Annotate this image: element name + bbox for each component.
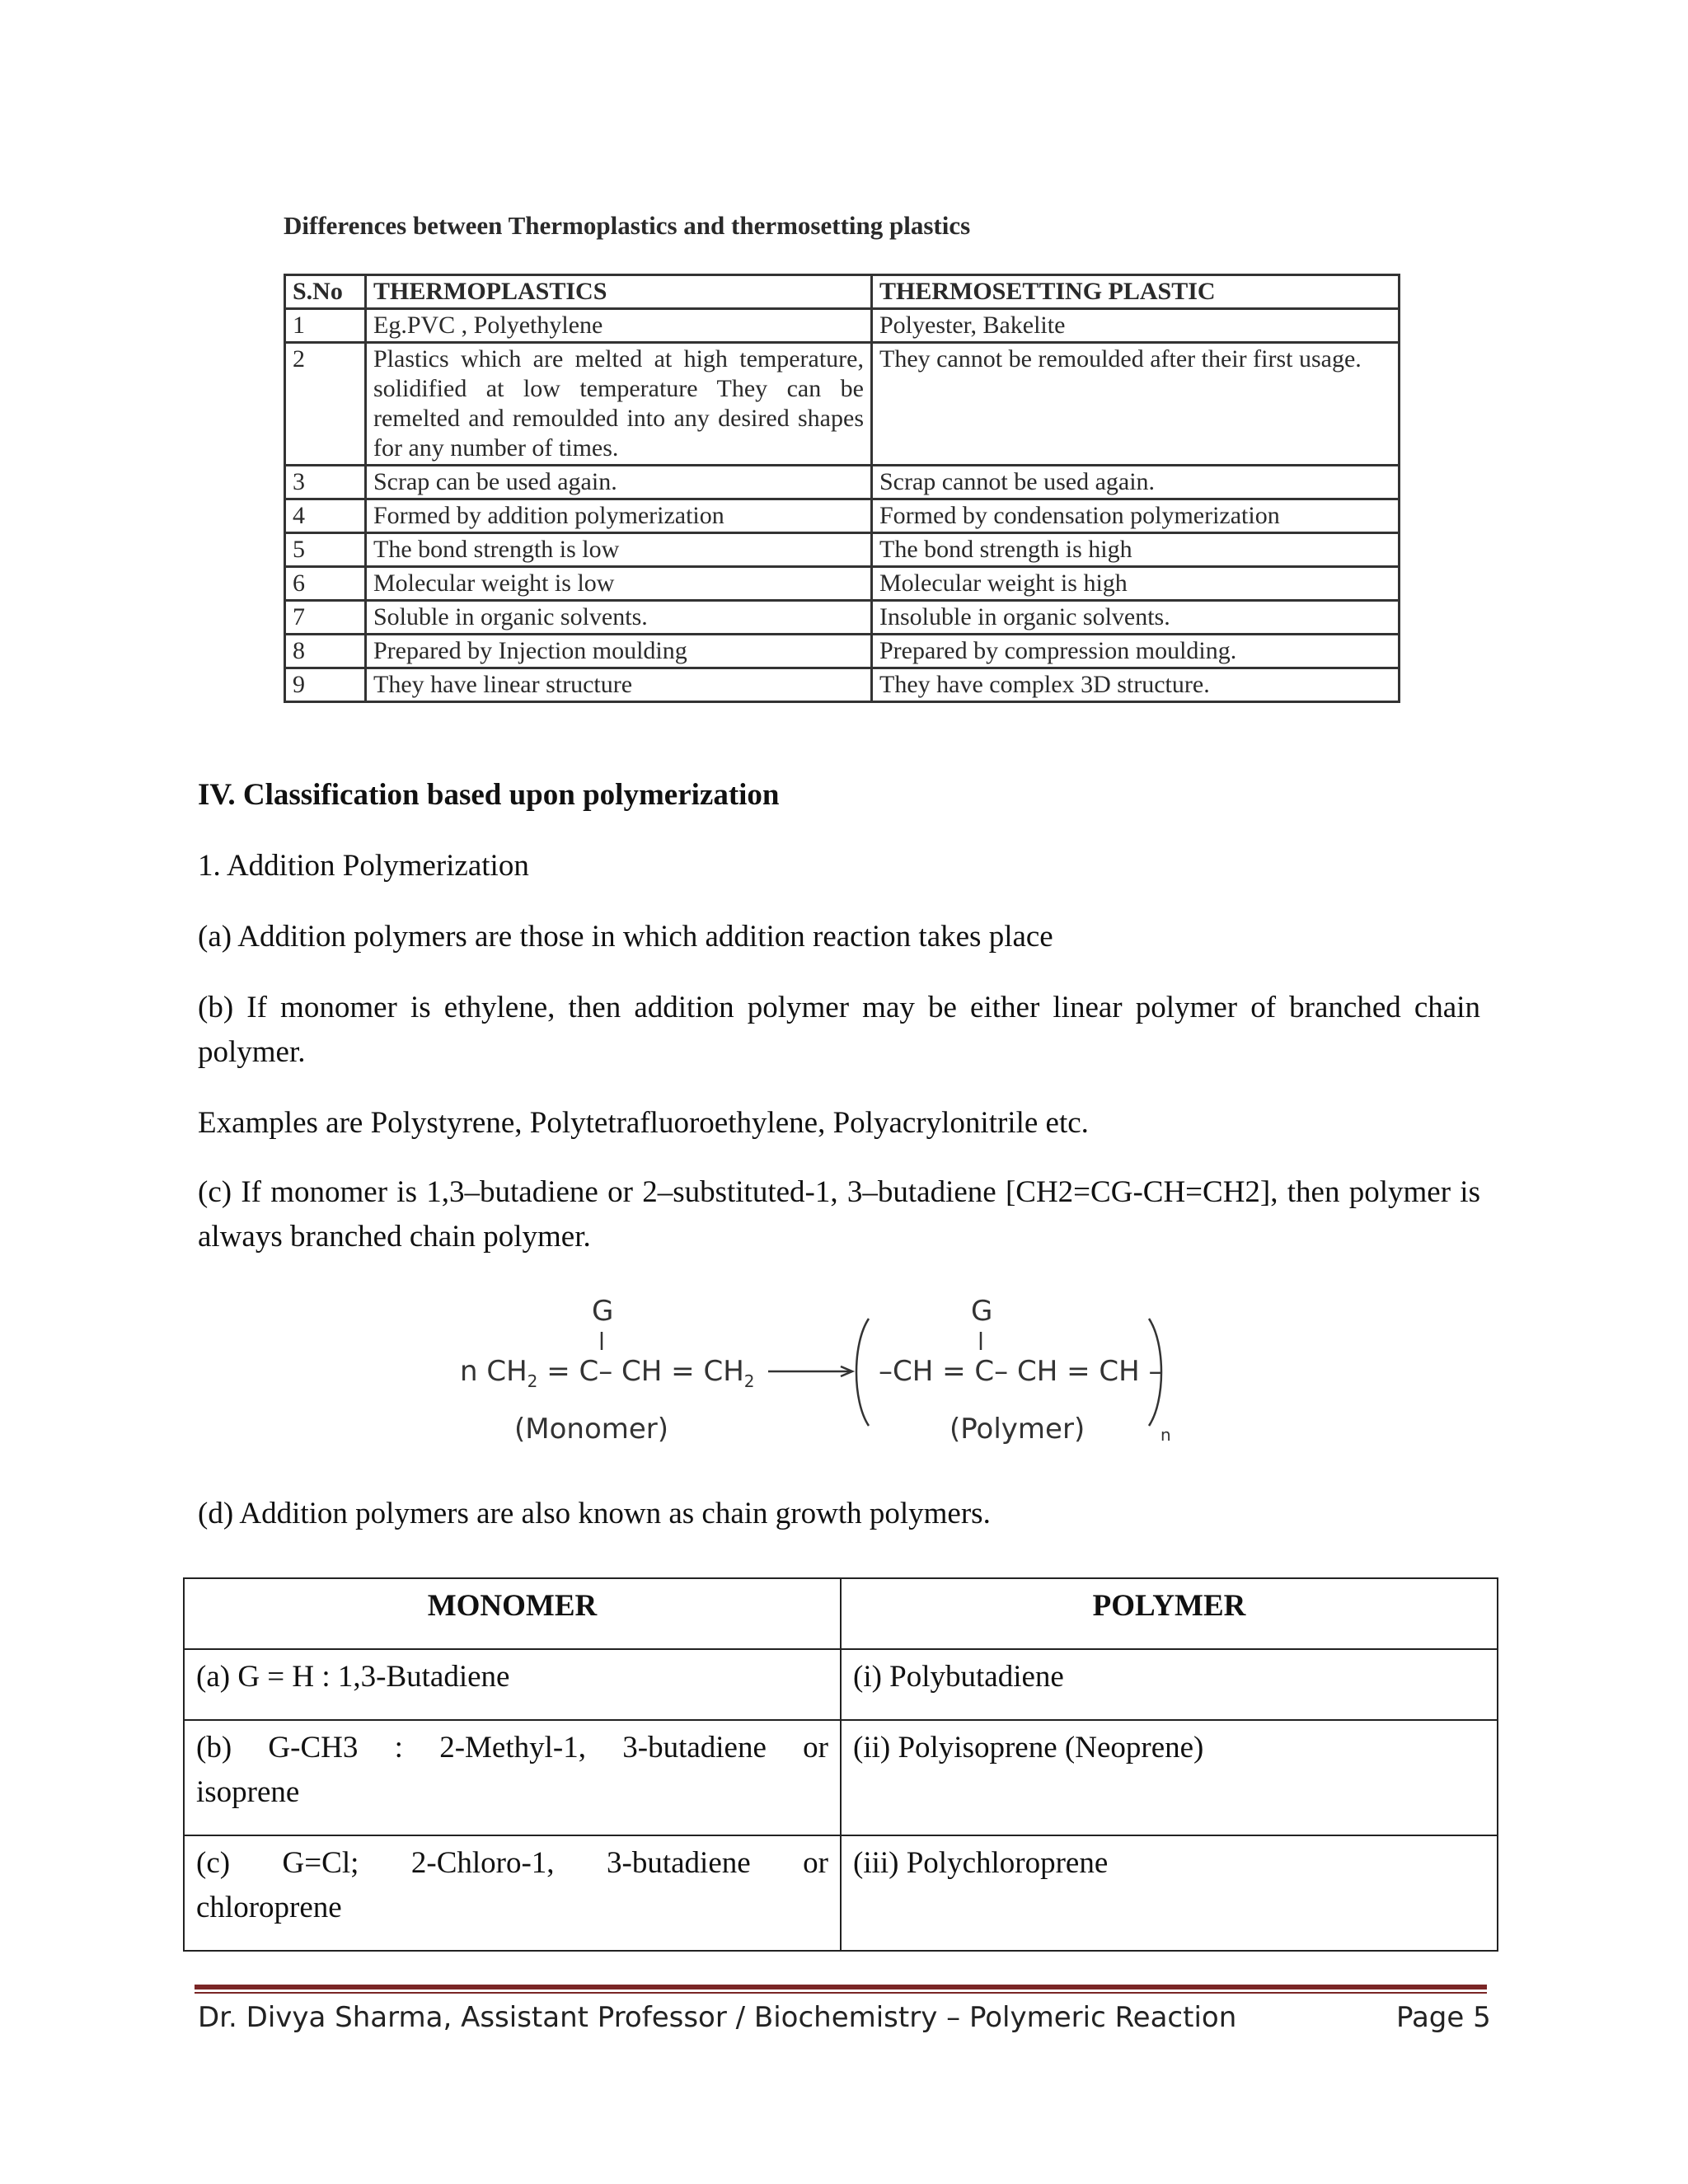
table-row bbox=[285, 343, 1400, 466]
cell-sno: 6 bbox=[285, 567, 366, 601]
cell-thermoplastic: Soluble in organic solvents. bbox=[366, 601, 872, 635]
cell-polymer: (ii) Polyisoprene (Neoprene) bbox=[841, 1720, 1498, 1835]
polymer-substituent: G bbox=[971, 1295, 993, 1328]
repeat-index: n bbox=[1160, 1425, 1171, 1445]
cell-thermoplastic: Plastics which are melted at high temperature, solidified at low temperature They can be remelted and remoulded into any desired shapes for any number of times. bbox=[366, 343, 872, 466]
cell-sno: 7 bbox=[285, 601, 366, 635]
cell-polymer: (iii) Polychloroprene bbox=[841, 1835, 1498, 1951]
cell-sno: 8 bbox=[285, 635, 366, 668]
cell-thermosetting: Scrap cannot be used again. bbox=[872, 466, 1400, 499]
table-row bbox=[285, 466, 1400, 499]
left-bracket-icon bbox=[856, 1319, 869, 1426]
table-row bbox=[285, 635, 1400, 668]
paragraph-a: (a) Addition polymers are those in which addition reaction takes place bbox=[198, 920, 1053, 954]
header-thermoplastics: THERMOPLASTICS bbox=[366, 275, 872, 309]
reaction-diagram bbox=[445, 1286, 1236, 1475]
paragraph-b: (b) If monomer is ethylene, then addition polymer may be either linear polymer of branched chain polymer. bbox=[198, 991, 1480, 1069]
cell-thermosetting: Molecular weight is high bbox=[872, 567, 1400, 601]
cell-sno: 5 bbox=[285, 533, 366, 567]
table-header-row bbox=[184, 1578, 1498, 1649]
cell-sno: 9 bbox=[285, 668, 366, 702]
cell-thermoplastic: Scrap can be used again. bbox=[366, 466, 872, 499]
table-row bbox=[184, 1835, 1498, 1951]
cell-polymer: (i) Polybutadiene bbox=[841, 1649, 1498, 1720]
cell-thermoplastic: They have linear structure bbox=[366, 668, 872, 702]
cell-sno: 1 bbox=[285, 309, 366, 343]
polymer-formula: –CH = C– CH = CH – bbox=[879, 1355, 1163, 1388]
header-sno: S.No bbox=[285, 275, 366, 309]
footer-divider bbox=[195, 1985, 1487, 1996]
table-row bbox=[285, 499, 1400, 533]
cell-thermosetting: They cannot be remoulded after their first usage. bbox=[872, 343, 1400, 466]
table-row bbox=[285, 533, 1400, 567]
cell-thermoplastic: Formed by addition polymerization bbox=[366, 499, 872, 533]
paragraph-examples: Examples are Polystyrene, Polytetrafluoroethylene, Polyacrylonitrile etc. bbox=[198, 1106, 1089, 1140]
table-title: Differences between Thermoplastics and thermosetting plastics bbox=[284, 211, 971, 240]
table-row bbox=[184, 1720, 1498, 1835]
table-row bbox=[184, 1649, 1498, 1720]
table-row bbox=[285, 668, 1400, 702]
monomer-formula: n $CH_2 = C-$ CH = $CH_2$ bbox=[460, 1355, 755, 1391]
monomer-substituent: G bbox=[592, 1295, 614, 1328]
table-row bbox=[285, 309, 1400, 343]
table-header-row bbox=[285, 275, 1400, 309]
cell-monomer: (a) G = H : 1,3-Butadiene bbox=[184, 1649, 841, 1720]
cell-monomer-line1: (b) G-CH3 : 2-Methyl-1, 3-butadiene or bbox=[196, 1731, 828, 1765]
monomer-polymer-table bbox=[183, 1577, 1498, 1952]
polymer-label: (Polymer) bbox=[950, 1413, 1085, 1446]
cell-thermosetting: The bond strength is high bbox=[872, 533, 1400, 567]
cell-thermosetting: Formed by condensation polymerization bbox=[872, 499, 1400, 533]
cell-monomer-line2: chloroprene bbox=[196, 1891, 342, 1924]
monomer-label: (Monomer) bbox=[514, 1413, 669, 1446]
table-row bbox=[285, 601, 1400, 635]
header-thermosetting: THERMOSETTING PLASTIC bbox=[872, 275, 1400, 309]
cell-monomer-line2: isoprene bbox=[196, 1775, 300, 1809]
header-polymer: POLYMER bbox=[841, 1578, 1498, 1649]
cell-thermoplastic: Prepared by Injection moulding bbox=[366, 635, 872, 668]
cell-sno: 4 bbox=[285, 499, 366, 533]
paragraph-c: (c) If monomer is 1,3–butadiene or 2–substituted-1, 3–butadiene [CH2=CG-CH=CH2], then polymer is always branched chain polymer. bbox=[198, 1175, 1480, 1254]
header-monomer: MONOMER bbox=[184, 1578, 841, 1649]
cell-thermoplastic: The bond strength is low bbox=[366, 533, 872, 567]
cell-monomer-line1: (c) G=Cl; 2-Chloro-1, 3-butadiene or bbox=[196, 1846, 828, 1880]
cell-thermosetting: Prepared by compression moulding. bbox=[872, 635, 1400, 668]
cell-thermoplastic: Molecular weight is low bbox=[366, 567, 872, 601]
cell-thermoplastic: Eg.PVC , Polyethylene bbox=[366, 309, 872, 343]
cell-thermosetting: They have complex 3D structure. bbox=[872, 668, 1400, 702]
cell-thermosetting: Polyester, Bakelite bbox=[872, 309, 1400, 343]
subsection-heading: 1. Addition Polymerization bbox=[198, 849, 529, 883]
footer-author: Dr. Divya Sharma, Assistant Professor / Biochemistry – Polymeric Reaction bbox=[198, 2001, 1237, 2034]
cell-thermosetting: Insoluble in organic solvents. bbox=[872, 601, 1400, 635]
table-row bbox=[285, 567, 1400, 601]
cell-monomer bbox=[184, 1720, 841, 1835]
section-heading: IV. Classification based upon polymerization bbox=[198, 778, 780, 812]
polymerization-reaction bbox=[445, 1286, 1236, 1475]
cell-monomer bbox=[184, 1835, 841, 1951]
page-number: Page 5 bbox=[1396, 2001, 1491, 2034]
cell-sno: 2 bbox=[285, 343, 366, 466]
cell-sno: 3 bbox=[285, 466, 366, 499]
thermoplastics-comparison-table bbox=[284, 274, 1400, 703]
paragraph-d: (d) Addition polymers are also known as chain growth polymers. bbox=[198, 1497, 991, 1530]
